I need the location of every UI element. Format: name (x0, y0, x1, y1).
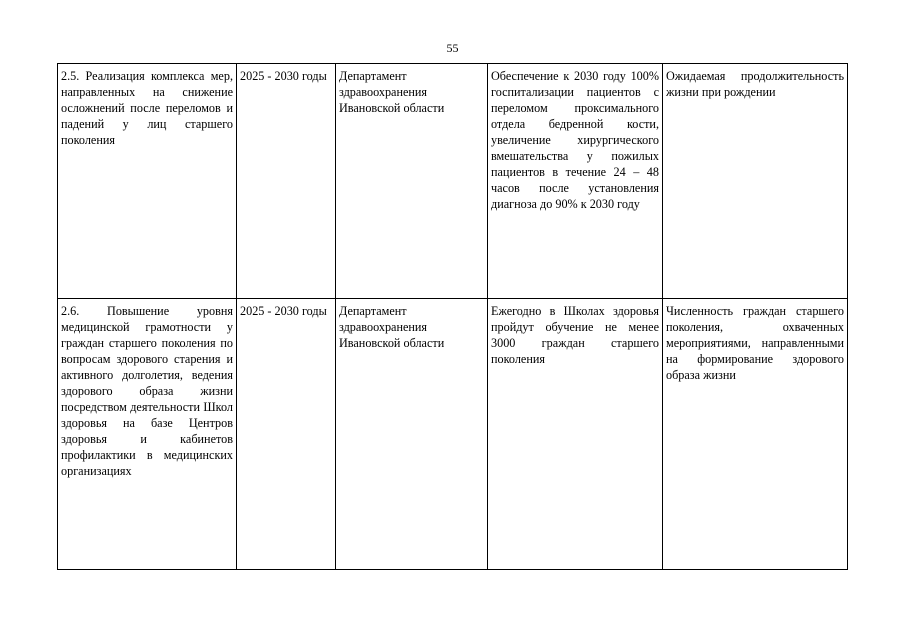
indicator-cell: Численность граждан старшего поколения, охваченных мероприятиями, направленными на формирование здорового образа жизни (663, 299, 848, 570)
result-cell: Обеспечение к 2030 году 100% госпитализации пациентов с переломом проксимального отдела бедренной кости, увеличение хирургического вмешательства у пожилых пациентов в течение 24 – 48 часов после установления диагноза до 90% к 2030 году (488, 64, 663, 299)
page-number: 55 (446, 41, 459, 55)
executor-cell: Департамент здравоохранения Ивановской области (336, 64, 488, 299)
executor-cell: Департамент здравоохранения Ивановской области (336, 299, 488, 570)
indicator-cell: Ожидаемая продолжительность жизни при рождении (663, 64, 848, 299)
result-cell: Ежегодно в Школах здоровья пройдут обучение не менее 3000 граждан старшего поколения (488, 299, 663, 570)
table-row (58, 299, 848, 570)
table-row (58, 64, 848, 299)
measure-cell: 2.6. Повышение уровня медицинской грамотности у граждан старшего поколения по вопросам здорового старения и активного долголетия, ведения здорового образа жизни посредством деятельности Школ здоровья на базе Центров здоровья и кабинетов профилактики в медицинских организациях (58, 299, 237, 570)
measures-table (57, 63, 848, 570)
measure-cell: 2.5. Реализация комплекса мер, направленных на снижение осложнений после переломов и падений у лиц старшего поколения (58, 64, 237, 299)
period-cell: 2025 - 2030 годы (237, 64, 336, 299)
period-cell: 2025 - 2030 годы (237, 299, 336, 570)
